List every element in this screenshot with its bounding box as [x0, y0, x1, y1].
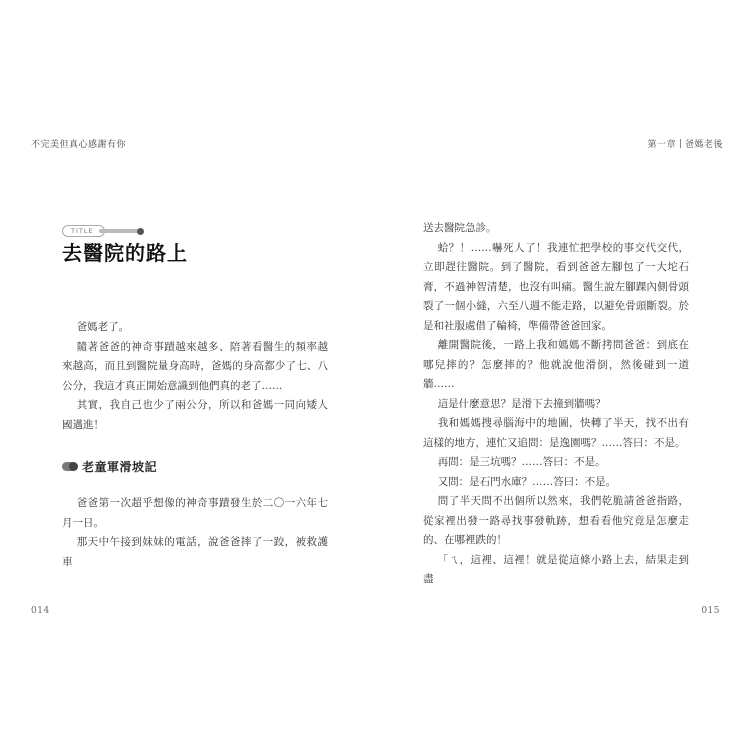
paragraph: 離開醫院後，一路上我和媽媽不斷拷問爸爸：到底在哪兒摔的？怎麼摔的？他就說他滑倒，然後碰到一道牆…… [423, 339, 689, 390]
section-heading-label: 老童軍滑坡記 [82, 460, 158, 474]
paragraph: 那天中午接到妹妹的電話，說爸爸摔了一跤，被救護車 [62, 536, 328, 568]
title-tag [62, 225, 144, 237]
paragraph: 隨著爸爸的神奇事蹟越來越多、陪著看醫生的頻率越來越高，而且到醫院量身高時，爸媽的身高都少了七、八公分，我這才真正開始意識到他們真的老了…… [62, 340, 328, 392]
paragraph: 再問：是三坑嗎？……答曰：不是。 [437, 456, 606, 468]
section-bullet-icon [62, 462, 76, 471]
paragraph: 蛤？！……嚇死人了！我連忙把學校的事交代交代，立即趕往醫院。到了醫院，看到爸爸左腳包了一大坨石膏，不過神智清楚，也沒有叫痛。醫生說左腳踝內側骨頭裂了一個小縫，六至八週不能走路，以避免骨頭斷裂。於是和社服處借了輪椅，準備帶爸爸回家。 [423, 241, 689, 332]
page-number: 014 [31, 606, 50, 616]
running-head-chapter [647, 137, 723, 150]
paragraph: 這是什麼意思？是滑下去撞到牆嗎？ [437, 397, 606, 410]
running-head-chapter-title: 爸媽老後 [684, 140, 723, 150]
title-tag-label: TITLE [62, 225, 105, 237]
intro-text [62, 318, 328, 435]
running-head-book-title: 不完美但真心感謝有你 [31, 140, 127, 150]
paragraph: 爸爸第一次超乎想像的神奇事蹟發生於二〇一六年七月一日。 [62, 497, 328, 529]
paragraph: 「ㄟ，這裡、這裡！就是從這條小路上去，結果走到盡 [423, 553, 689, 585]
title-tag-dot [137, 228, 144, 235]
running-head-divider [680, 139, 681, 148]
paragraph: 又問：是石門水庫？……答曰：不是。 [437, 475, 617, 488]
paragraph: 其實，我自己也少了兩公分，所以和爸媽一同向矮人國邁進！ [62, 399, 328, 431]
paragraph: 我和媽媽搜尋腦海中的地圖，快轉了半天，找不出有這樣的地方，連忙又追問：是逸園嗎？……答曰：不是。 [423, 417, 689, 449]
chapter-title: 去醫院的路上 [62, 241, 188, 265]
body-text [423, 219, 689, 590]
paragraph: 問了半天問不出個所以然來，我們乾脆請爸爸指路，從家裡出發一路尋找事發軌跡，想看看他究竟是怎麼走的、在哪裡跌的！ [423, 495, 689, 546]
paragraph: 送去醫院急診。 [423, 222, 497, 234]
right-page [375, 0, 750, 750]
running-head-chapter-number: 第一章 [647, 140, 676, 150]
paragraph: 爸媽老了。 [76, 321, 130, 333]
section-heading [62, 458, 157, 475]
section-text [62, 494, 328, 572]
page-number: 015 [701, 606, 720, 616]
title-tag-bar [99, 229, 139, 233]
